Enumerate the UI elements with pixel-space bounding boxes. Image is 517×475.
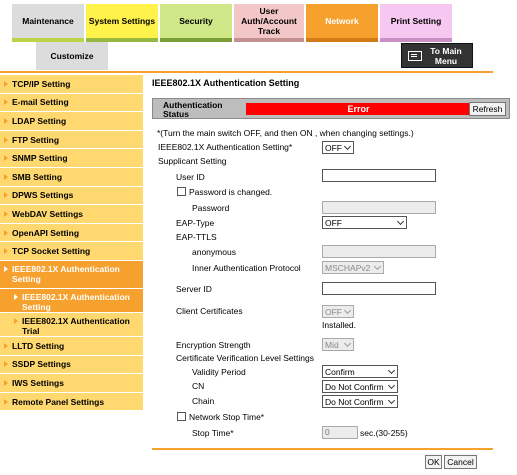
sidebar-item-label: SNMP Setting <box>12 153 68 164</box>
sidebar-subitem-ieee-setting[interactable] <box>0 289 143 313</box>
arrow-right-icon <box>4 399 8 405</box>
tab-system-settings[interactable] <box>86 4 158 42</box>
validity-select[interactable] <box>322 365 398 378</box>
page-title: IEEE802.1X Authentication Setting <box>152 78 300 88</box>
sidebar-item-iws[interactable] <box>0 374 143 393</box>
cancel-button[interactable]: Cancel <box>444 455 477 469</box>
sidebar-item-label: TCP Socket Setting <box>12 246 91 257</box>
sidebar-item-label: SSDP Settings <box>12 359 71 370</box>
arrow-right-icon <box>4 230 8 236</box>
sidebar-item-remote-panel[interactable] <box>0 393 143 412</box>
userid-label: User ID <box>176 172 205 182</box>
password-changed-label: Password is changed. <box>189 187 273 197</box>
tab-security[interactable] <box>160 4 232 42</box>
sidebar-item-label: LDAP Setting <box>12 115 67 126</box>
sidebar-item-label: DPWS Settings <box>12 190 74 201</box>
cn-label: CN <box>192 381 205 391</box>
sidebar-item-label: WebDAV Settings <box>12 208 83 219</box>
sidebar-item-tcpip[interactable] <box>0 75 143 94</box>
sidebar-item-webdav[interactable] <box>0 205 143 224</box>
tab-label: Network <box>325 16 359 26</box>
serverid-input[interactable] <box>322 282 436 295</box>
arrow-right-icon <box>4 174 8 180</box>
sidebar-item-openapi[interactable] <box>0 224 143 243</box>
tab-label: Maintenance <box>22 16 74 26</box>
select-value: MSCHAPv2 <box>325 262 371 273</box>
ieee-setting-select[interactable] <box>322 141 354 154</box>
eaptype-select[interactable] <box>322 216 407 229</box>
divider <box>0 71 493 73</box>
arrow-right-icon <box>14 318 18 324</box>
select-value: Confirm <box>325 366 355 377</box>
sidebar-item-label: SMB Setting <box>12 171 63 182</box>
sidebar <box>0 75 143 411</box>
cn-select[interactable] <box>322 380 398 393</box>
chevron-down-icon <box>388 367 395 374</box>
select-value: OFF <box>325 217 342 228</box>
sidebar-item-ldap[interactable] <box>0 112 143 131</box>
chevron-down-icon <box>397 218 404 225</box>
sidebar-item-label: IWS Settings <box>12 377 64 388</box>
password-label: Password <box>192 203 230 213</box>
sidebar-subitem-ieee-trial[interactable] <box>0 313 143 337</box>
validity-label: Validity Period <box>192 367 246 377</box>
arrow-right-icon <box>4 118 8 124</box>
network-stop-label: Network Stop Time* <box>189 412 265 422</box>
stop-time-label: Stop Time* <box>192 428 234 438</box>
sidebar-item-tcp-socket[interactable] <box>0 242 143 261</box>
tab-label: Print Setting <box>390 16 442 26</box>
password-input[interactable] <box>322 201 436 214</box>
client-cert-select[interactable] <box>322 305 354 318</box>
sidebar-item-ieee8021x[interactable] <box>0 261 143 289</box>
chain-label: Chain <box>192 396 215 406</box>
sidebar-item-email[interactable] <box>0 94 143 113</box>
sidebar-item-ssdp[interactable] <box>0 356 143 375</box>
status-label: Authentication Status <box>163 100 223 119</box>
sidebar-item-label: Remote Panel Settings <box>12 396 105 407</box>
sidebar-item-label: IEEE802.1X Authentication Setting <box>22 291 130 312</box>
tab-label: Customize <box>50 51 94 61</box>
arrow-right-icon <box>4 155 8 161</box>
enc-strength-label: Encryption Strength <box>176 340 251 350</box>
sidebar-item-snmp[interactable] <box>0 149 143 168</box>
chevron-down-icon <box>388 397 395 404</box>
arrow-right-icon <box>4 192 8 198</box>
installed-status: Installed. <box>322 320 357 330</box>
arrow-right-icon <box>14 294 18 300</box>
supplicant-heading: Supplicant Setting <box>158 156 227 166</box>
tab-label: Security <box>179 16 213 26</box>
sidebar-item-label: IEEE802.1X Authentication Setting <box>12 263 120 284</box>
eaptype-label: EAP-Type <box>176 218 215 228</box>
eapttls-heading: EAP-TTLS <box>176 232 217 242</box>
select-value: Do Not Confirm <box>325 396 384 407</box>
chevron-down-icon <box>344 143 351 150</box>
sidebar-item-label: IEEE802.1X Authentication Trial <box>22 315 130 336</box>
serverid-label: Server ID <box>176 284 212 294</box>
main-content <box>152 78 510 438</box>
refresh-button[interactable]: Refresh <box>469 102 506 116</box>
auth-status-bar <box>152 98 510 119</box>
arrow-right-icon <box>4 211 8 217</box>
arrow-right-icon <box>4 380 8 386</box>
chain-select[interactable] <box>322 395 398 408</box>
main-menu-icon <box>408 51 422 61</box>
tab-maintenance[interactable] <box>12 4 84 42</box>
ieee-setting-label: IEEE802.1X Authentication Setting* <box>158 142 293 152</box>
arrow-right-icon <box>4 99 8 105</box>
stop-time-unit: sec.(30-255) <box>360 428 408 438</box>
stop-time-input[interactable]: 0 <box>322 426 358 439</box>
arrow-right-icon <box>4 343 8 349</box>
anonymous-label: anonymous <box>192 247 236 257</box>
arrow-right-icon <box>4 81 8 87</box>
client-cert-label: Client Certificates <box>176 306 243 316</box>
tab-user-auth[interactable] <box>234 4 304 42</box>
userid-input[interactable] <box>322 169 436 182</box>
chevron-down-icon <box>344 307 351 314</box>
arrow-right-icon <box>4 137 8 143</box>
select-value: Do Not Confirm <box>325 381 384 392</box>
password-changed-checkbox[interactable] <box>177 187 186 196</box>
arrow-right-icon <box>4 248 8 254</box>
sidebar-item-smb[interactable] <box>0 168 143 187</box>
sidebar-item-label: TCP/IP Setting <box>12 78 71 89</box>
inner-auth-select[interactable] <box>322 261 384 274</box>
network-stop-checkbox[interactable] <box>177 412 186 421</box>
select-value: OFF <box>325 306 342 317</box>
chevron-down-icon <box>344 340 351 347</box>
enc-strength-select[interactable] <box>322 338 354 351</box>
sidebar-item-label: OpenAPI Setting <box>12 227 80 238</box>
inner-auth-label: Inner Authentication Protocol <box>192 263 301 273</box>
chevron-down-icon <box>388 382 395 389</box>
sidebar-item-lltd[interactable] <box>0 337 143 356</box>
chevron-down-icon <box>374 263 381 270</box>
ok-button[interactable]: OK <box>425 455 442 469</box>
tab-label: User Auth/Account Track <box>241 6 297 36</box>
sidebar-item-label: E-mail Setting <box>12 97 69 108</box>
tab-customize[interactable] <box>36 42 108 70</box>
restart-note: *(Turn the main switch OFF, and then ON , when changing settings.) <box>157 128 414 138</box>
sidebar-item-dpws[interactable] <box>0 187 143 206</box>
sidebar-item-label: LLTD Setting <box>12 340 65 351</box>
main-menu-label: To Main Menu <box>430 45 462 66</box>
anonymous-input[interactable] <box>322 245 436 258</box>
to-main-menu-button[interactable] <box>401 43 473 68</box>
arrow-right-icon <box>4 266 8 272</box>
tab-label: System Settings <box>88 16 156 26</box>
divider <box>152 448 493 450</box>
tab-network[interactable] <box>306 4 378 42</box>
select-value: OFF <box>325 142 342 153</box>
arrow-right-icon <box>4 361 8 367</box>
sidebar-item-ftp[interactable] <box>0 131 143 150</box>
status-badge: Error <box>246 103 471 115</box>
cert-verify-heading: Certificate Verification Level Settings <box>176 353 314 363</box>
select-value: Mid <box>325 339 339 350</box>
sidebar-item-label: FTP Setting <box>12 134 60 145</box>
tab-print-setting[interactable] <box>380 4 452 42</box>
